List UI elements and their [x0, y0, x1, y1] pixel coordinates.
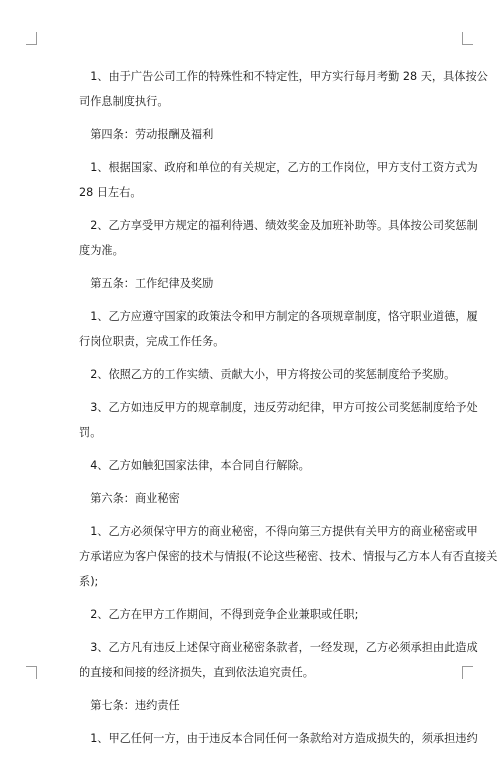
- crop-mark-bottom-right: [462, 666, 473, 679]
- crop-mark-bottom-left: [26, 666, 37, 679]
- section-heading: [79, 122, 431, 147]
- text-line: 1、由于广告公司工作的特殊性和不特定性，甲方实行每月考勤 28 天，具体按公: [79, 70, 488, 83]
- text-line: 司作息制度执行。: [79, 95, 169, 108]
- paragraph: [79, 155, 478, 205]
- text-line: 方承诺应为客户保密的技术与情报(不论这些秘密、技术、情报与乙方本人有否直接关: [79, 550, 498, 563]
- paragraph: [79, 635, 478, 685]
- paragraph: [79, 213, 478, 263]
- text-line: 3、乙方凡有违反上述保守商业秘密条款者，一经发现，乙方必须承担由此造成: [79, 641, 478, 654]
- text-line: 第四条：劳动报酬及福利: [79, 128, 214, 141]
- text-line: 的直接和间接的经济损失，直到依法追究责任。: [79, 666, 314, 679]
- text-line: 行岗位职责，完成工作任务。: [79, 335, 225, 348]
- text-line: 系);: [79, 575, 99, 588]
- text-line: 第五条：工作纪律及奖励: [79, 277, 214, 290]
- text-line: 1、乙方应遵守国家的政策法令和甲方制定的各项规章制度，恪守职业道德，履: [79, 310, 478, 323]
- text-line: 2、乙方在甲方工作期间，不得到竞争企业兼职或任职;: [79, 608, 359, 621]
- paragraph: [79, 726, 478, 751]
- text-line: 度为准。: [79, 244, 124, 257]
- text-line: 1、根据国家、政府和单位的有关规定，乙方的工作岗位，甲方支付工资方式为: [79, 161, 478, 174]
- text-line: 4、乙方如触犯国家法律，本合同自行解除。: [79, 459, 310, 472]
- document-body: [79, 64, 498, 759]
- paragraph: [79, 362, 456, 387]
- section-heading: [79, 693, 431, 718]
- paragraph: [79, 64, 488, 114]
- text-line: 第六条：商业秘密: [79, 492, 180, 505]
- text-line: 2、乙方享受甲方规定的福利待遇、绩效奖金及加班补助等。具体按公司奖惩制: [79, 219, 478, 232]
- text-line: 28 日左右。: [79, 186, 142, 199]
- crop-mark-top-left: [26, 32, 37, 45]
- paragraph: [79, 602, 431, 627]
- paragraph: [79, 395, 478, 445]
- text-line: 第七条：违约责任: [79, 699, 180, 712]
- crop-mark-top-right: [462, 32, 473, 45]
- text-line: 罚。: [79, 426, 102, 439]
- text-line: 1、甲乙任何一方，由于违反本合同任何一条款给对方造成损失的，须承担违约: [79, 732, 478, 745]
- section-heading: [79, 271, 431, 296]
- text-line: 1、乙方必须保守甲方的商业秘密，不得向第三方提供有关甲方的商业秘密或甲: [79, 525, 478, 538]
- text-line: 3、乙方如违反甲方的规章制度，违反劳动纪律，甲方可按公司奖惩制度给予处: [79, 401, 478, 414]
- section-heading: [79, 486, 431, 511]
- paragraph: [79, 304, 478, 354]
- text-line: 2、依照乙方的工作实绩、贡献大小，甲方将按公司的奖惩制度给予奖励。: [79, 368, 456, 381]
- paragraph: [79, 519, 498, 594]
- paragraph: [79, 453, 431, 478]
